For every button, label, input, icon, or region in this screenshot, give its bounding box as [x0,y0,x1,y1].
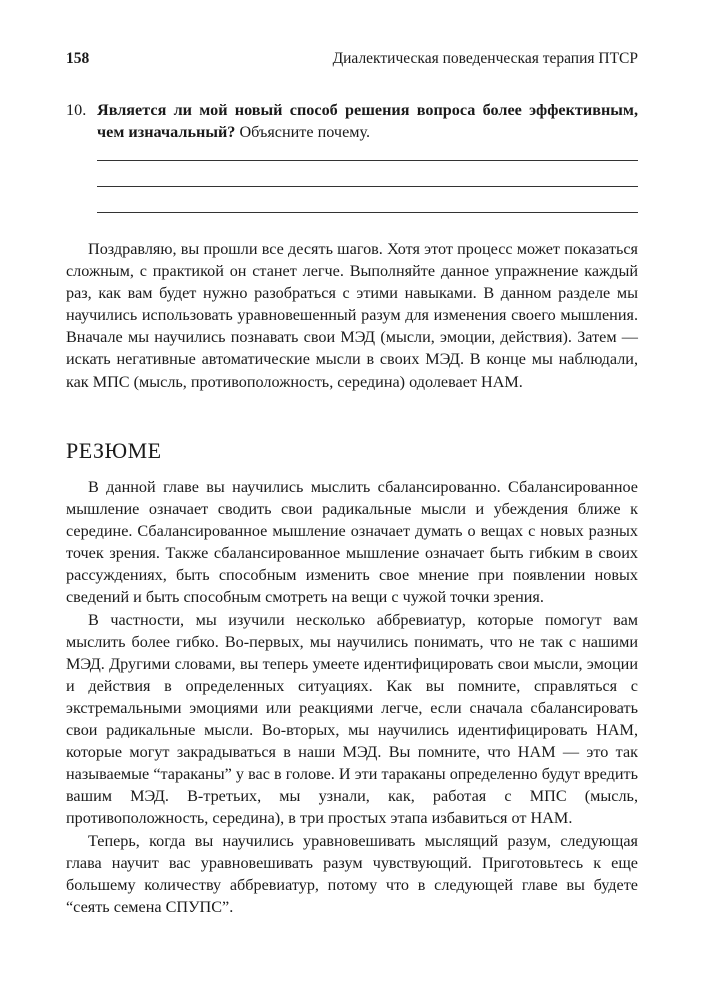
question-bold-text: Является ли мой новый способ решения вопроса более эффективным, чем изначальный? [97,101,638,141]
answer-line-1[interactable] [97,160,638,161]
summary-section [66,476,638,918]
running-header [66,50,638,70]
question-10 [66,99,638,143]
summary-paragraph-2: В частности, мы изучили несколько аббревиатур, которые помогут вам мыслить более гибко. Во-первых, мы научились понимать, что не так с нашими МЭД. Другими словами, вы теперь умеете идентифицировать свои мысли, эмоции и действия в определенных ситуациях. Как вы помните, справляться с экстремальными эмоциями или реакциями легче, если сначала сбалансировать свои радикальные мысли. Во-вторых, мы научились идентифицировать НАМ, которые могут закрадываться в наши МЭД. Вы помните, что НАМ — это так называемые “тараканы” у вас в голове. И эти тараканы определенно будут вредить вашим МЭД. В-третьих, мы узнали, как, работая с МПС (мысль, противоположность, середина), в три простых этапа избавиться от НАМ. [66,610,638,828]
conclusion-paragraph: Поздравляю, вы прошли все десять шагов. Хотя этот процесс может показаться сложным, с практикой он станет легче. Выполняйте данное упражнение каждый раз, как вам будет нужно разобраться с этими навыками. В данном разделе мы научились использовать уравновешенный разум для изменения своего мышления. Вначале мы научились познавать свои МЭД (мысли, эмоции, действия). Затем — искать негативные автоматические мысли в своих МЭД. В конце мы наблюдали, как МПС (мысль, противоположность, середина) одолевает НАМ. [66,240,638,391]
page-number: 158 [66,50,90,67]
question-number: 10. [66,101,87,119]
question-text [97,99,638,143]
answer-line-2[interactable] [97,186,638,187]
question-regular-text: Объясните почему. [235,123,371,141]
section-title: РЕЗЮМЕ [66,438,162,463]
book-title: Диалектическая поведенческая терапия ПТСР [332,50,638,67]
answer-line-3[interactable] [97,212,638,213]
summary-paragraph-3: Теперь, когда вы научились уравновешивать мыслящий разум, следующая глава научит вас уравновешивать разум чувствующий. Приготовьтесь к еще большему количеству аббревиатур, потому что в следующей главе вы будете “сеять семена СПУПС”. [66,831,638,916]
summary-paragraph-1: В данной главе вы научились мыслить сбалансированно. Сбалансированное мышление означает сводить свои радикальные мысли и убеждения ближе к середине. Сбалансированное мышление означает думать о вещах с новых разных точек зрения. Также сбалансированное мышление означает быть гибким в своих рассуждениях, быть способным изменить свое мнение при появлении новых сведений и быть способным смотреть на вещи с чужой точки зрения. [66,478,638,607]
